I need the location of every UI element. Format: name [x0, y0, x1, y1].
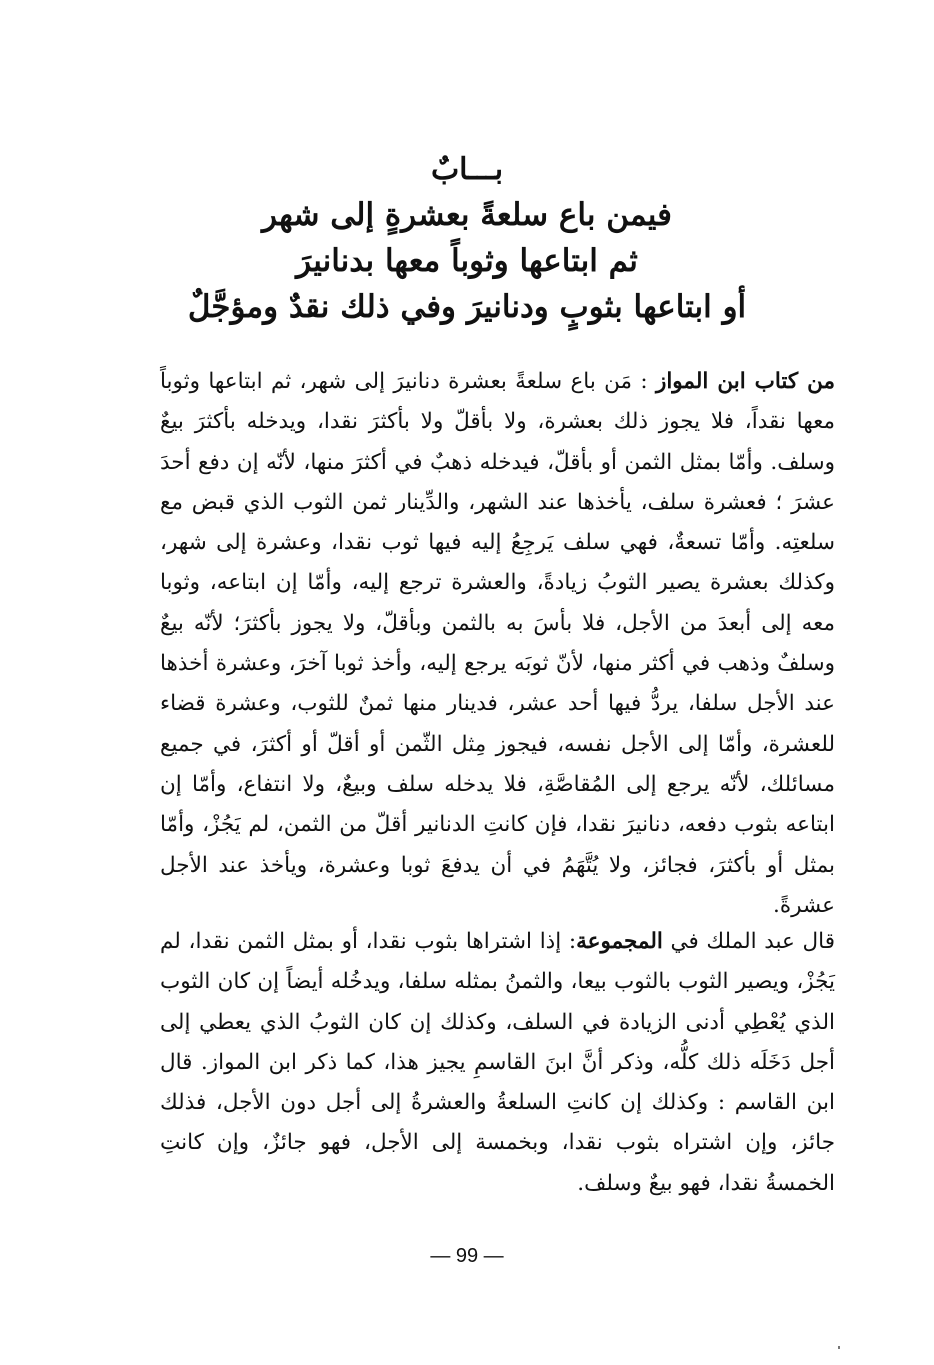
paragraph-2-intro: قال عبد الملك في: [662, 929, 835, 954]
page-number: — 99 —: [430, 1245, 504, 1267]
paragraph-2-text: : إذا اشتراها بثوب نقدا، أو بمثل الثمن نقدا، لم يَجُزْ، ويصير الثوب بالثوب بيعا، والثمنُ بمثله سلفا، ويدخُله أيضاً إن كان الثوب الذي يُعْطِي أدنى الزيادة في السلف، وكذلك إن كان الثوبُ الذي يعطي إلى أجل دَخَلَه ذلك كلُّه، وذكر أنَّ ابنَ القاسمِ يجيز هذا، كما ذكر ابن المواز. قال ابن القاسم : وكذلك إن كانتِ السلعةُ والعشرةُ إلى أجل دون الأجل، فذلك جائز، وإن اشتراه بثوب نقدا، وبخمسة إلى الأجل، فهو جائزٌ، وإن كانتِ الخمسةُ نقدا، فهو بيعٌ وسلف.: [160, 929, 835, 1196]
chapter-title-line-3: أو ابتاعها بثوبٍ ودنانيرَ وفي ذلك نقدٌ ومؤجَّلٌ: [187, 289, 747, 325]
chapter-heading: [120, 148, 814, 330]
paragraph-1: [160, 362, 835, 926]
chapter-title-line-1: فيمن باع سلعةً بعشرةٍ إلى شهر: [262, 197, 672, 233]
paragraph-2: [160, 922, 835, 1204]
paragraph-2-source: المجموعة: [576, 929, 663, 954]
chapter-label: بـــابٌ: [430, 152, 504, 187]
paragraph-1-source: من كتاب ابن المواز: [655, 369, 836, 394]
paragraph-1-text: : مَن باع سلعةً بعشرة دنانيرَ إلى شهر، ثم ابتاعها وثوباً معها نقداً، فلا يجوز ذلك بعشرة، ولا بأقلّ ولا بأكثرَ نقدا، ويدخله بأكثرَ بيعٌ وسلف. وأمّا بمثل الثمن أو بأقلّ، فيدخله ذهبٌ في أكثرَ منها، لأنّه إن دفع أحدَ عشرَ ؛ فعشرة سلف، يأخذها عند الشهر، والدِّينار ثمن الثوب الذي قبض مع سلعتِه. وأمّا تسعةٌ، فهي سلف يَرجِعُ إليه فيها ثوب نقدا، وعشرة إلى شهر، وكذلك بعشرة يصير الثوبُ زيادةً، والعشرة ترجع إليه، وأمّا إن ابتاعه، وثوبا معه إلى أبعدَ من الأجل، فلا بأسَ به بالثمن وبأقلّ، ولا يجوز بأكثرَ؛ لأنّه بيعٌ وسلفٌ وذهب في أكثر منها، لأنّ ثوبَه يرجع إليه، وأخذ ثوبا آخرَ، وعشرة أخذها عند الأجل سلفا، يردُّ فيها أحد عشر، فدينار منها ثمنٌ للثوب، وعشرة قضاء للعشرة، وأمّا إلى الأجل نفسه، فيجوز مِثل الثّمن أو أقلّ أو أكثرَ، في جميع مسائلك، لأنّه يرجع إلى المُقاصَّةِ، فلا يدخله سلف وبيعٌ، ولا انتفاع، وأمّا إن ابتاعه بثوب دفعه، دنانيرَ نقدا، فإن كانتِ الدنانير أقلّ من الثمن، لم يَجُزْ، وأمّا بمثل أو بأكثرَ، فجائز، ولا يُتَّهَمُ في أن يدفعَ ثوبا وعشرة، ويأخذ عند الأجل عشرةً.: [160, 369, 835, 918]
chapter-title-line-2: ثم ابتاعها وثوباً معها بدنانيرَ: [296, 243, 638, 279]
scan-speck: [838, 1346, 840, 1349]
